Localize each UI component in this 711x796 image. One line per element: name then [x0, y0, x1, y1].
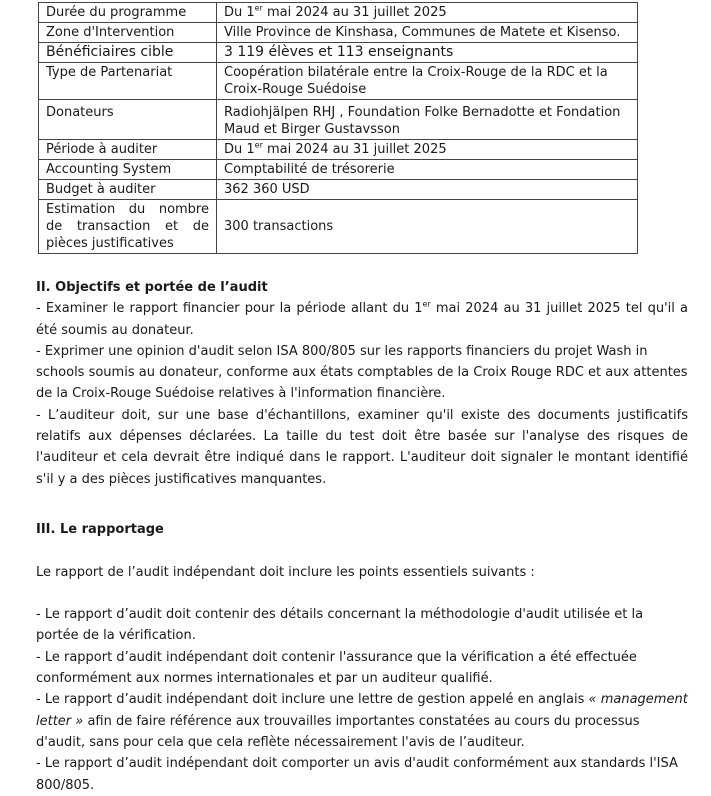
spacer: [36, 583, 688, 604]
paragraph: - Exprimer une opinion d'audit selon ISA 800/805 sur les rapports financiers du projet Wash in schools soumis au donateur, conforme aux états comptables de la Croix Rouge RDC et aux attentes de la Croix-Rouge Suédoise relatives à l'information financière.: [36, 343, 688, 402]
paragraph: - Examiner le rapport financier pour la période allant du 1er mai 2024 au 31 juillet 2025 tel qu'il a été soumis au donateur.: [36, 299, 688, 338]
row-key: Durée du programme: [39, 3, 217, 23]
row-value: Du 1er mai 2024 au 31 juillet 2025: [217, 3, 638, 23]
bullet-item: - Le rapport d’audit indépendant doit inclure une lettre de gestion appelé en anglais « management letter » afin de faire référence aux trouvailles importantes constatées au cours du processus d'audit, sans pour cela que cela reflète nécessairement l'avis de l’auditeur.: [36, 692, 688, 750]
table-row: [39, 200, 638, 254]
table-row: [39, 100, 638, 140]
row-value: Radiohjälpen RHJ , Foundation Folke Bernadotte et Fondation Maud et Birger Gustavsson: [217, 100, 638, 140]
row-key: Budget à auditer: [39, 180, 217, 200]
row-key: Type de Partenariat: [39, 63, 217, 100]
bullet-item: - Le rapport d’audit indépendant doit comporter un avis d'audit conformément aux standards l'ISA 800/805.: [36, 756, 678, 793]
table-row: [39, 63, 638, 100]
row-value: Ville Province de Kinshasa, Communes de Matete et Kisenso.: [217, 23, 638, 43]
row-value: Coopération bilatérale entre la Croix-Rouge de la RDC et la Croix-Rouge Suédoise: [217, 63, 638, 100]
bullet-item: - Le rapport d’audit doit contenir des détails concernant la méthodologie d'audit utilisée et la portée de la vérification.: [36, 607, 644, 644]
section-heading: III. Le rapportage: [36, 522, 164, 537]
program-info-table: [38, 2, 638, 254]
paragraph: - L’auditeur doit, sur une base d'échantillons, examiner qu'il existe des documents justificatifs relatifs aux dépenses déclarées. La taille du test doit être basée sur l'analyse des risques de l'auditeur et cela devrait être indiqué dans le rapport. L'auditeur doit signaler le montant identifié s'il y a des pièces justificatives manquantes.: [36, 407, 688, 487]
section-reporting: [36, 519, 688, 796]
spacer: [36, 540, 688, 561]
paragraph: Le rapport de l’audit indépendant doit inclure les points essentiels suivants :: [36, 564, 535, 580]
table-row: [39, 140, 638, 160]
table-row: [39, 180, 638, 200]
section-heading: II. Objectifs et portée de l’audit: [36, 280, 268, 295]
bullet-item: - Le rapport d’audit indépendant doit contenir l'assurance que la vérification a été effectuée conformément aux normes internationales et par un auditeur qualifié.: [36, 649, 637, 687]
row-value: 362 360 USD: [217, 180, 638, 200]
row-key: Bénéficiaires cible: [39, 43, 217, 63]
row-key: Période à auditer: [39, 140, 217, 160]
row-key: Accounting System: [39, 160, 217, 180]
table-row: [39, 43, 638, 63]
section-objectives: [36, 277, 688, 490]
table-row: [39, 23, 638, 43]
table-row: [39, 160, 638, 180]
row-value: Comptabilité de trésorerie: [217, 160, 638, 180]
row-value: Du 1er mai 2024 au 31 juillet 2025: [217, 140, 638, 160]
row-value: 300 transactions: [217, 200, 638, 254]
row-value: 3 119 élèves et 113 enseignants: [217, 43, 638, 63]
row-key: Zone d'Intervention: [39, 23, 217, 43]
table-row: [39, 3, 638, 23]
row-key: Donateurs: [39, 100, 217, 140]
row-key: Estimation du nombre de transaction et de pièces justificatives: [39, 200, 217, 254]
